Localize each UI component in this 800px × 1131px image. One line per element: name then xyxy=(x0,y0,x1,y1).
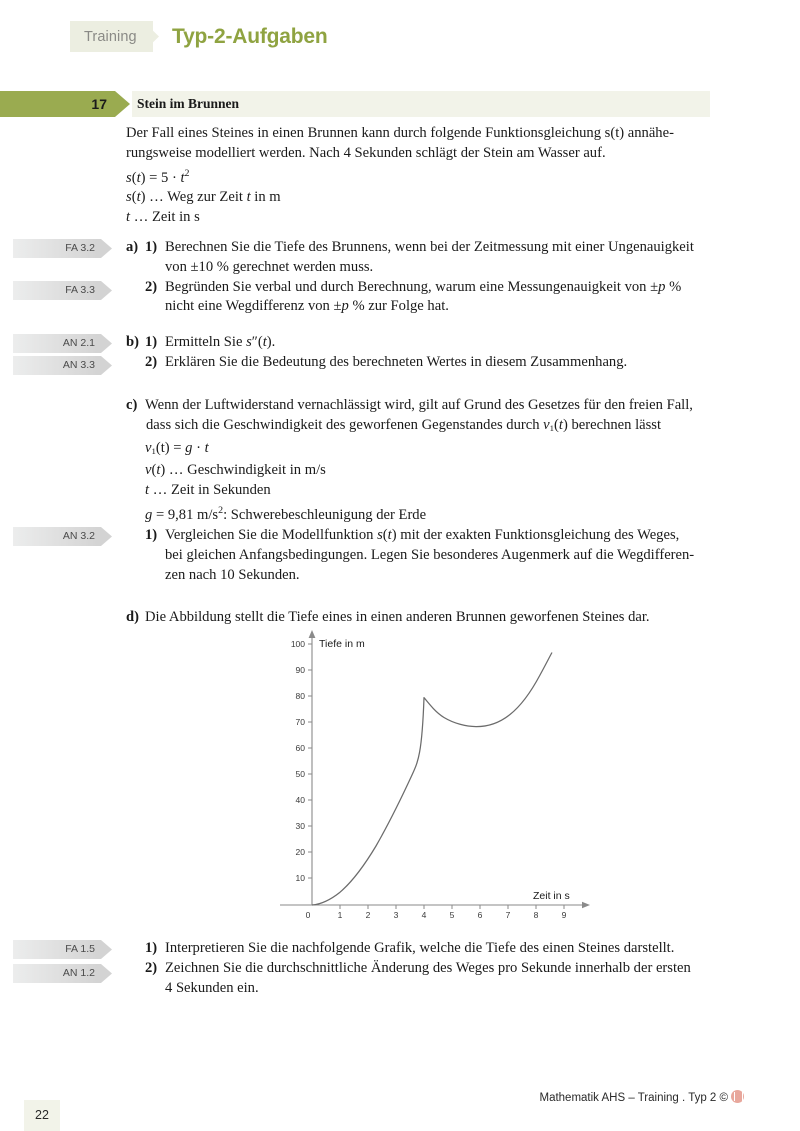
intro-block xyxy=(126,124,751,228)
question-d-intro xyxy=(126,608,751,628)
question-a-item-1-line2: von ±10 % gerechnet werden muss. xyxy=(165,258,374,275)
competency-tag-arrow xyxy=(101,964,112,983)
question-c-legend-v: v(t) … Geschwindigkeit in m/s xyxy=(145,462,326,479)
intro-line-2: rungsweise modelliert werden. Nach 4 Sekunden schlägt der Stein am Wasser auf. xyxy=(126,144,606,161)
page-number: 22 xyxy=(35,1108,49,1122)
question-b-item-1 xyxy=(126,333,751,353)
question-d-item-2-number: 2) xyxy=(145,959,158,976)
question-c-item-1-number: 1) xyxy=(145,527,158,543)
x-tick-label: 4 xyxy=(421,910,427,920)
competency-tag-arrow xyxy=(101,239,112,258)
x-axis-arrowhead xyxy=(582,902,590,908)
competency-tag-label: FA 3.2 xyxy=(65,242,95,254)
question-d-item-1 xyxy=(145,939,770,959)
question-c-legend-t: t … Zeit in Sekunden xyxy=(145,482,271,499)
question-c-legend-g: g = 9,81 $m/s^2$: Schwerebeschleunigung der Erde xyxy=(145,504,427,523)
x-tick-label: 7 xyxy=(505,910,511,920)
competency-tag-arrow xyxy=(101,281,112,300)
x-tick-label: 3 xyxy=(393,910,399,920)
y-tick-label: 50 xyxy=(295,769,305,779)
task-number: 17 xyxy=(91,96,107,112)
question-a-item-2-text: Begründen Sie verbal und durch Berechnung, warum eine Messungenauigkeit von ±p % xyxy=(165,278,682,295)
question-c-item-1-line3: zen nach 10 Sekunden. xyxy=(165,566,300,583)
question-d-letter: d) xyxy=(126,609,139,625)
training-tag-label: Training xyxy=(84,28,137,45)
footer-credit xyxy=(539,1090,744,1104)
question-c-line-2: dass sich die Geschwindigkeit des geworfenen Gegenstandes durch $v_1(t)$ berechnen lässt xyxy=(146,416,662,433)
question-d-item-2 xyxy=(145,959,770,979)
x-axis-tick-labels xyxy=(306,910,567,920)
question-a-item-1 xyxy=(126,238,751,258)
competency-tag-fa-3-2 xyxy=(13,239,101,258)
y-tick-label: 20 xyxy=(295,847,305,857)
question-a-letter: a) xyxy=(126,239,139,255)
question-a-item-1-text: Berechnen Sie die Tiefe des Brunnens, wenn bei der Zeitmessung mit einer Ungenauigkeit xyxy=(165,239,694,255)
intro-legend-s: s(t) … Weg zur Zeit t in m xyxy=(126,189,281,206)
x-tick-label: 8 xyxy=(533,910,539,920)
question-d xyxy=(126,608,751,628)
competency-tag-label: AN 3.3 xyxy=(62,359,95,371)
competency-tag-fa-3-3 xyxy=(13,281,101,300)
x-axis-ticks xyxy=(340,905,564,909)
question-d-item-1-number: 1) xyxy=(145,940,158,956)
y-tick-label: 60 xyxy=(295,743,305,753)
question-b-item-1-number: 1) xyxy=(145,334,158,350)
question-c-letter: c) xyxy=(126,397,138,413)
question-a-item-2-number: 2) xyxy=(145,278,158,295)
competency-tag-arrow xyxy=(101,527,112,546)
page-number-box xyxy=(24,1100,60,1131)
x-tick-label: 0 xyxy=(305,910,311,920)
footer-credit-text: Mathematik AHS – Training . Typ 2 © xyxy=(539,1092,728,1104)
question-b-item-1-text: Ermitteln Sie s″(t). xyxy=(165,334,276,350)
x-axis-title: Zeit in s xyxy=(533,890,570,902)
question-b-item-2 xyxy=(126,353,751,373)
y-axis-arrowhead xyxy=(309,630,316,638)
x-tick-label: 6 xyxy=(477,910,483,920)
x-tick-label: 5 xyxy=(449,910,455,920)
y-tick-label: 90 xyxy=(295,665,305,675)
y-tick-label: 80 xyxy=(295,691,305,701)
task-number-arrow xyxy=(115,91,130,117)
intro-line-1: Der Fall eines Steines in einen Brunnen kann durch folgende Funktionsgleichung s(t) annähe- xyxy=(126,125,674,141)
intro-legend-t: t … Zeit in s xyxy=(126,209,200,226)
competency-tag-arrow xyxy=(101,356,112,375)
competency-tag-an-3-3 xyxy=(13,356,101,375)
question-d-line-1: Die Abbildung stellt die Tiefe eines in einen anderen Brunnen geworfenen Steines dar. xyxy=(145,609,650,625)
question-c-item-1-text: Vergleichen Sie die Modellfunktion s(t) mit der exakten Funktionsgleichung des Weges, xyxy=(165,527,680,543)
page-title: Typ-2-Aufgaben xyxy=(172,25,328,48)
competency-tag-label: AN 1.2 xyxy=(62,967,95,979)
page-header xyxy=(0,0,800,72)
x-tick-label: 1 xyxy=(337,910,343,920)
competency-tag-arrow xyxy=(101,334,112,353)
question-a xyxy=(126,238,751,317)
competency-tag-label: FA 3.3 xyxy=(65,284,95,296)
y-axis-tick-labels xyxy=(291,639,305,883)
question-c xyxy=(126,396,751,525)
question-c-item-1-line2: bei gleichen Anfangsbedingungen. Legen Sie besonderes Augenmerk auf die Wegdifferen- xyxy=(165,546,695,563)
x-tick-label: 2 xyxy=(365,910,371,920)
competency-tag-label: AN 2.1 xyxy=(62,337,95,349)
competency-tag-label: FA 1.5 xyxy=(65,943,95,955)
competency-tag-fa-1-5 xyxy=(13,940,101,959)
competency-tag-arrow xyxy=(101,940,112,959)
chart-svg xyxy=(272,628,592,920)
question-d-item-2-line2: 4 Sekunden ein. xyxy=(165,979,259,996)
competency-tag-label: AN 3.2 xyxy=(62,530,95,542)
y-tick-label: 70 xyxy=(295,717,305,727)
y-tick-label: 10 xyxy=(295,873,305,883)
y-tick-label: 100 xyxy=(290,639,305,649)
question-c-item-1 xyxy=(145,526,770,585)
question-b-item-2-text: Erklären Sie die Bedeutung des berechneten Wertes in diesem Zusammenhang. xyxy=(165,353,628,370)
question-d-item-1-text: Interpretieren Sie die nachfolgende Grafik, welche die Tiefe des einen Steines darstellt. xyxy=(165,940,675,956)
question-b-letter: b) xyxy=(126,334,139,350)
question-c-formula: $v_1(t) = g \cdot t$ xyxy=(145,439,209,456)
question-a-item-2 xyxy=(126,278,751,298)
depth-time-chart xyxy=(272,628,592,920)
question-c-line-1: Wenn der Luftwiderstand vernachlässigt wird, gilt auf Grund des Gesetzes für den freien Fall, xyxy=(145,397,693,413)
y-tick-label: 30 xyxy=(295,821,305,831)
question-a-item-2-line2: nicht eine Wegdifferenz von ±p % zur Folge hat. xyxy=(165,298,449,315)
question-a-item-1-number: 1) xyxy=(145,239,158,255)
question-b xyxy=(126,333,751,373)
question-c-item-1-row xyxy=(145,526,770,546)
y-axis-ticks xyxy=(308,644,312,878)
x-tick-label: 9 xyxy=(561,910,567,920)
competency-tag-an-3-2 xyxy=(13,527,101,546)
task-title: Stein im Brunnen xyxy=(137,96,240,111)
competency-tag-an-2-1 xyxy=(13,334,101,353)
depth-curve xyxy=(312,653,552,906)
question-c-intro xyxy=(126,396,751,416)
intro-formula: $s(t) = 5 \cdot t^2$ xyxy=(126,167,190,186)
training-tag xyxy=(70,21,153,52)
question-d-items xyxy=(145,939,770,998)
competency-tag-an-1-2 xyxy=(13,964,101,983)
question-b-item-2-number: 2) xyxy=(145,353,158,370)
y-axis-title: Tiefe in m xyxy=(319,638,365,650)
publisher-logo-icon xyxy=(731,1090,744,1103)
y-tick-label: 40 xyxy=(295,795,305,805)
question-d-item-2-text: Zeichnen Sie die durchschnittliche Änderung des Weges pro Sekunde innerhalb der ersten xyxy=(165,959,691,976)
task-banner xyxy=(0,91,760,117)
